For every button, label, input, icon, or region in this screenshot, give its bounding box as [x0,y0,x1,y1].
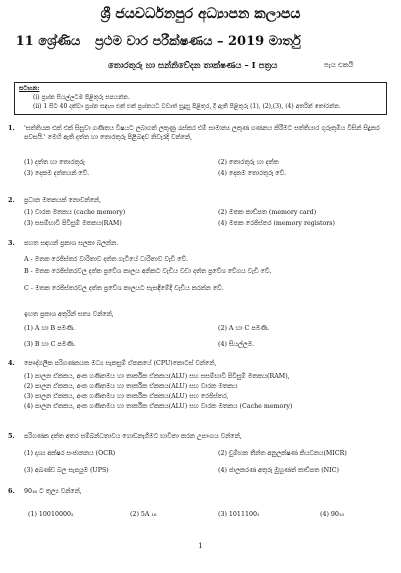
question-text: 90₁₆ ට තුල්‍ය වන්නේ, [24,488,82,495]
q5-option-4[interactable]: (4) ජාලකරණ අතුරු මුහුණත් කාඩ්පත (NIC) [218,467,339,474]
exam-term-title: ප්‍රථම වාර පරීක්ෂණය – 2019 මාර්තු [95,34,301,49]
question-text: පෞද්ගලික පරිගණකයක මධ්‍ය සැකසුම් ඒකකයේ (CPU)කොටස් වන්නේ, [24,360,217,367]
question-number: 4. [8,359,15,367]
q3-statement-b: B - මතක රෙජිස්තරවල දත්ත ප්‍රවේශ කාලය අනිකට වැඩිය වඩා දත්ත ප්‍රවේශ වේගය වැඩි වේ. [24,268,272,275]
q4-option-1[interactable]: (1) පාලන ඒකකය, අංක ගණිතමය හා තාර්කික ඒකකය(ALU) සහ සසම්භාවී පිවිසුම් මතකය(RAM), [24,373,290,380]
q1-option-1[interactable]: (1) දත්ත හා තොරතුරු [24,159,85,166]
instructions-title: සටහන: [19,85,40,92]
q5-option-3[interactable]: (3) අඛණ්ඩ බල සැපයුම (UPS) [24,467,109,474]
q3-option-2[interactable]: (2) A හා C පමණි. [218,325,270,332]
question-text: 'සත්තියක එක් එක් සිසුවා ගණිතය විෂයට ලබාගත් ලකුණු රැස්කර එම් සාමාන්‍ය ලකුණ ගණනය කිරීමට සත්තියාර ගුරුතුමිය විසින් සිදුකර පවසයි.' මෙහි ඇති දත්ත හා තොරතුරු පිළිබඳව නිවැරදි වන්නේ, [24,125,380,141]
q4-option-4[interactable]: (4) පාලන ඒකකය, අංක ගණිතමය හා තාර්කික ඒකකය(ALU) සහ වාරක මතකය (Cache memory) [24,403,293,410]
question-number: 5. [8,432,15,440]
q5-option-1[interactable]: (1) දෘශ්‍ය අක්ෂර සංජානනය (OCR) [24,450,116,457]
q2-option-2[interactable]: (2) මතක කාඩ්පත (memory card) [218,209,317,216]
q3-option-1[interactable]: (1) A හා B පමණි. [24,325,75,332]
question-text: පරිගණක දත්ත අතර සම්බන්ධතාවය ගොඩනැගීමට භාවිතා කරන උපාංගය වන්නේ, [24,433,242,440]
subject-title: තොරතුරු හා සන්නිවේදන තාක්ෂණය – I පත්‍රය [108,61,278,71]
q6-option-3[interactable]: (3) 1011100₂ [218,511,260,518]
instruction-line: (ii) 1 සිට 40 දක්වා ප්‍රශ්න සඳහා එක් එක් ප්‍රශ්නයට වඩාත් සුදුසු පිළිතුර, දී ඇති පිළිතුරු (1), (2),(3), (4) අතරින් තෝරන්න. [33,103,341,110]
q4-option-3[interactable]: (3) පාලන ඒකකය, අංක ගණිතමය හා තාර්කික ඒකකය(ALU) සහ රෙජිස්තර, [24,393,229,400]
question-number: 6. [8,487,15,495]
q1-option-3[interactable]: (3) දෙකම දත්තයන් වේ. [24,170,90,177]
q5-option-2[interactable]: (2) චුම්භක තීන්ත අනුලක්ෂණ කියවනය(MICR) [218,450,347,457]
question-number: 3. [8,239,15,247]
q1-option-2[interactable]: (2) තොරතුරු හා දත්ත [218,159,279,166]
time-allowed: පැය එකයි [324,61,354,69]
q6-option-2[interactable]: (2) 5A ₁₆ [130,511,157,518]
q4-option-2[interactable]: (2) පාලන ඒකකය, අංක ගණිතමය හා තාර්කික ඒකකය(ALU) සහ වාරක මතකය [24,383,238,390]
question-number: 1. [8,124,15,132]
q3-prompt: ඉහත ප්‍රකාශ අතුරින් සත්‍ය වන්නේ, [24,311,114,318]
q3-statement-c: C - මතක රෙජිස්තරවල දත්ත ප්‍රවේශ කාලයට සැසඳීමේදී වැඩිය කරන්න වේ. [24,285,224,292]
question-number: 2. [8,196,15,204]
question-text: ප්‍රධාන මතකයක් නොවන්නේ, [24,197,102,204]
q6-option-4[interactable]: (4) 90₁₀ [320,511,344,518]
q6-option-1[interactable]: (1) 10010000₂ [28,511,74,518]
instructions-box [14,82,387,115]
q3-statement-a: A - මතක රෙජිස්තර වාරිතාව දත්ත ගැටියේ ධාරිතාව වැඩි වේ. [24,256,189,263]
page-number: 1 [198,542,203,550]
school-title: ශ්‍රී ජයවර්ධනපුර අධ්‍යාපන කලාපය [100,6,301,22]
q2-option-4[interactable]: (4) මතක රෙජිස්තර (memory registors) [218,220,335,227]
q3-option-3[interactable]: (3) B හා C පමණි. [24,341,76,348]
grade-label: 11 ශ්‍රේණිය [15,34,81,49]
question-text: පහත සඳහන් ප්‍රකාශ සලකා බලන්න. [24,240,119,247]
q1-option-4[interactable]: (4) දෙකම තොරතුරු වේ. [218,170,287,177]
q2-option-1[interactable]: (1) වාරක මතකය (cache memory) [24,209,126,216]
instruction-line: (i) ප්‍රශ්න සියල්ලටම පිළිතුරු සපයන්න. [33,94,130,101]
q3-option-4[interactable]: (4) සියල්ලම. [218,341,255,348]
q2-option-3[interactable]: (3) සසම්භාවී පිවිසුම් මතකය(RAM) [24,220,122,227]
